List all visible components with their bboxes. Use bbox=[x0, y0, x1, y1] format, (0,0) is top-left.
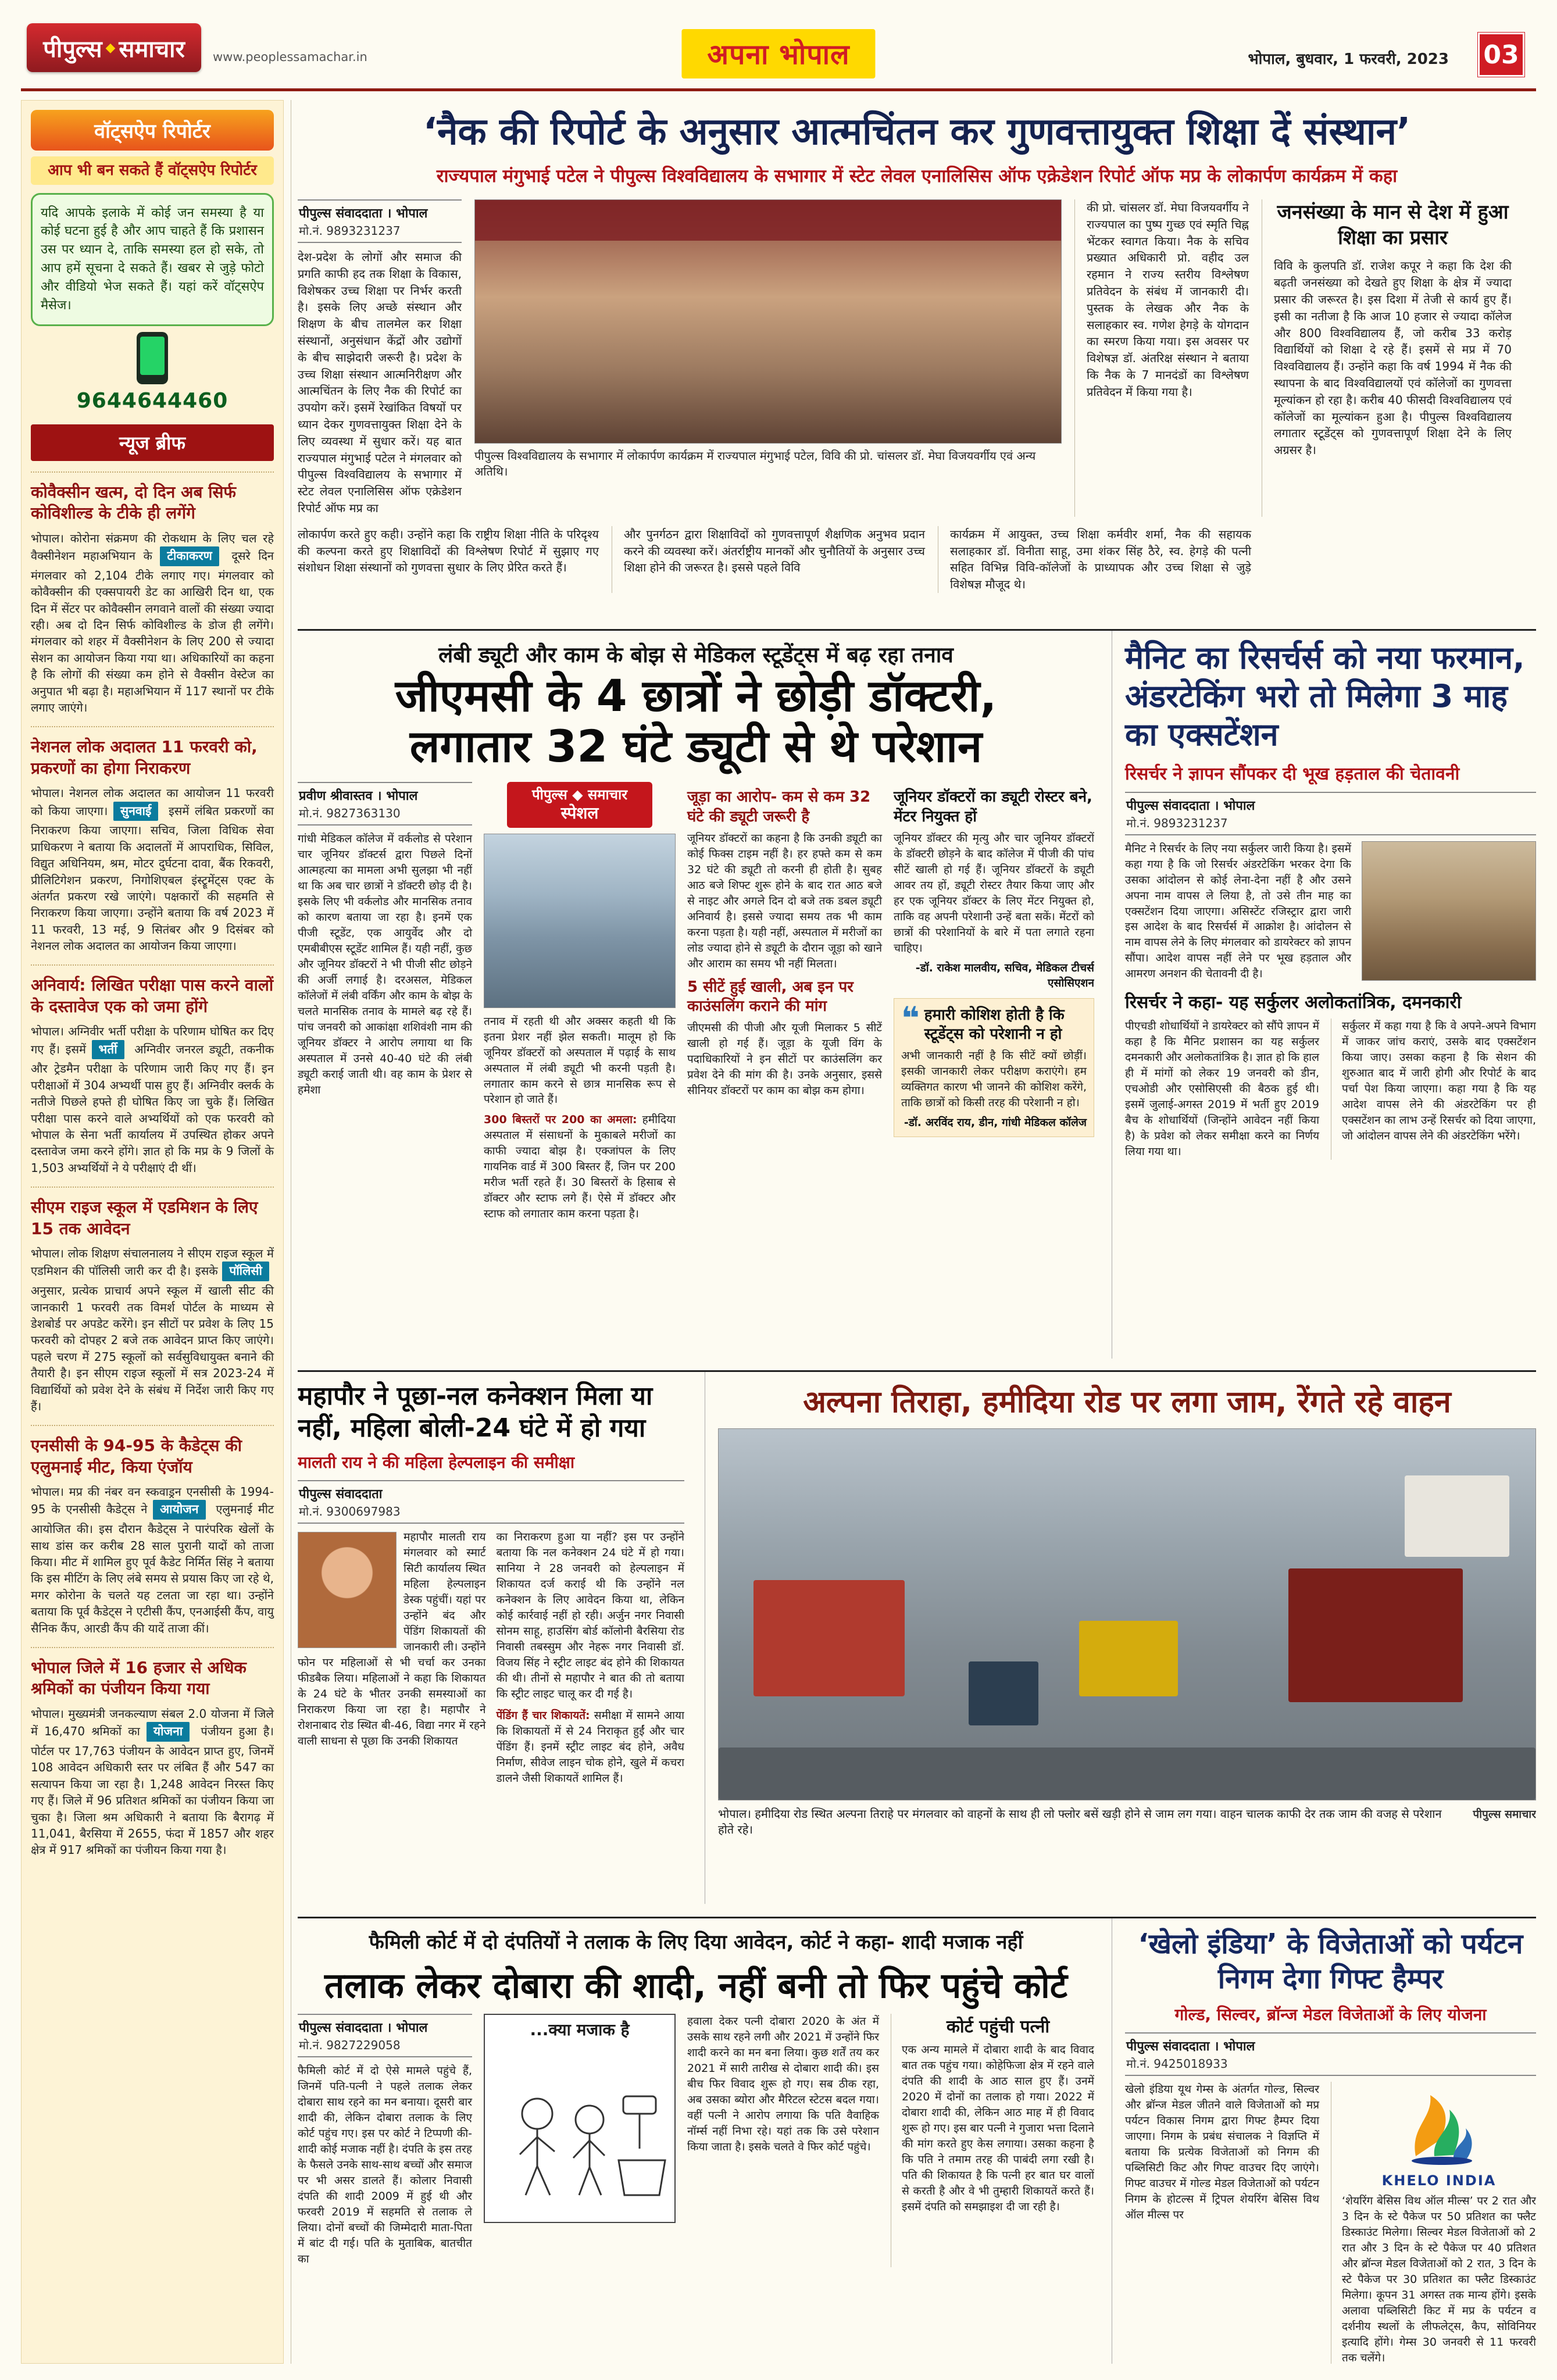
row-3 bbox=[298, 1370, 1536, 1904]
edition-badge: अपना भोपाल bbox=[681, 29, 875, 78]
mayor-body-2: का निराकरण हुआ या नहीं? इस पर उन्होंने बताया कि नल कनेक्शन 24 घंटे में हो गया। सानिया ने 28 जनवरी को हेल्पलाइन में शिकायत दर्ज कराई थी कि उन्होंने नल कनेक्शन के लिए आवेदन किया था, लेकिन कोई कार्रवाई नहीं हो रही। अर्जुन नगर निवासी सोनम साहू, हाउसिंग बोर्ड कॉलोनी बैरसिया रोड निवासी तबस्सुम और नेहरू नगर निवासी डॉ. विजय सिंह ने स्ट्रीट लाइट बंद होने की शिकायत की थी। तीनों से महापौर ने बात की तो बताया कि स्ट्रीट लाइट चालू कर दी गई है। bbox=[496, 1531, 684, 1700]
brief-lead: भोपाल। लोक शिक्षण संचालनालय ने सीएम राइज स्कूल में एडमिशन की पॉलिसी जारी कर दी है। इसके bbox=[31, 1246, 274, 1278]
brief-label: पॉलिसी bbox=[222, 1262, 269, 1281]
manit-story-section bbox=[1112, 631, 1536, 1359]
divorce-column-3 bbox=[687, 2014, 879, 2267]
byline-name: पीपुल्स संवाददाता । भोपाल bbox=[1126, 2039, 1255, 2054]
brief-lead: भोपाल। अग्निवीर भर्ती परीक्षा के परिणाम घोषित कर दिए गए हैं। इसमें bbox=[31, 1024, 274, 1056]
gmc-subhead-juda: जूड़ा का आरोप- कम से कम 32 घंटे की ड्यूटी जरूरी है bbox=[687, 788, 871, 826]
traffic-jam-photo bbox=[718, 1428, 1536, 1800]
divorce-column-1 bbox=[298, 2014, 472, 2267]
byline-name: पीपुल्स संवाददाता । भोपाल bbox=[299, 2021, 428, 2035]
special-badge-line2: स्पेशल bbox=[560, 803, 599, 823]
gmc-body-2: तनाव में रहती थी और अक्सर कहती थी कि इतना प्रेशर नहीं झेल सकती। मालूम हो कि जूनियर डॉक्टरों को अस्पताल में पढ़ाई के साथ अस्पताल में लंबी ड्यूटी भी करनी पड़ती है। लगातार काम करने से छात्र मानसिक रूप से परेशान हो जाते हैं। bbox=[484, 1014, 676, 1106]
divorce-cartoon-block bbox=[484, 2014, 676, 2267]
byline-name: पीपुल्स संवाददाता । भोपाल bbox=[299, 206, 428, 221]
photo-detail-road bbox=[719, 1748, 1535, 1800]
lead-deck: राज्यपाल मंगुभाई पटेल ने पीपुल्स विश्वविद्यालय के सभागार में स्टेट लेवल एनालिसिस ऑफ एक्रेडेशन रिपोर्ट ऑफ मप्र के लोकार्पण कार्यक्रम में कहा bbox=[436, 166, 1398, 187]
byline-phone: मो.नं. 9893231237 bbox=[1126, 816, 1228, 830]
brief-body bbox=[31, 1023, 274, 1176]
gmc-quote-body: अभी जानकारी नहीं है कि सीटें क्यों छोड़ीं। इसकी जानकारी लेकर परीक्षण कराएंगे। हम व्यक्तिगत कारण भी जानने की कोशिश करेंगे, ताकि छात्रों को किसी तरह की परेशानी न हो। bbox=[901, 1049, 1087, 1110]
byline bbox=[1125, 2032, 1536, 2076]
row-4 bbox=[298, 1917, 1536, 2364]
sidebar bbox=[21, 100, 284, 2364]
news-brief-item bbox=[31, 1647, 274, 1859]
brief-text: एलुमनाई मीट आयोजित की। इस दौरान कैडेट्स ने पारंपरिक खेलों के साथ डांस कर करीब 28 साल पुरानी यादों को ताजा किया। मीट में शामिल हुए पूर्व कैडेट निर्मित सिंह ने बताया कि इस मीटिंग के लिए लंबे समय से प्रयास किए जा रहे थे, मगर कोरोना के चलते यह टलता जा रहा था। उन्होंने बताया कि पूर्व कैडेट्स ने एटीसी कैंप, एनआईसी कैंप, वायु सैनिक कैंप, आरडी कैंप की यादें ताजा कीं। bbox=[31, 1502, 274, 1635]
manit-headline: मैनिट का रिसर्चर्स को नया फरमान, अंडरटेकिंग भरो तो मिलेगा 3 माह का एक्सटेंशन bbox=[1125, 639, 1525, 753]
gmc-columns bbox=[298, 782, 1094, 1222]
lead-column-1 bbox=[298, 199, 462, 517]
brief-text: अग्निवीर जनरल ड्यूटी, तकनीक और ट्रेडमैन परीक्षा के परिणाम जारी किए गए हैं। इन परीक्षाओं में 304 अभ्यर्थी पास हुए हैं। अग्निवीर क्लर्क के नतीजे पिछले हफ्ते ही घोषित किए जा चुके हैं। लिखित परीक्षा पास करने वाले अभ्यर्थियों को एक फरवरी को भोपाल के सेना भर्ती कार्यालय में उपस्थित होकर अपने दस्तावेज जमा करने होंगे। ज्ञात हो कि मप्र के 9 जिलों के 1,503 अभ्यर्थियों ने ये परीक्षाएं दी थीं। bbox=[31, 1042, 274, 1175]
gmc-body-2b-text: हमीदिया अस्पताल में संसाधनों के मुकाबले मरीजों का काफी ज्यादा बोझ है। एक्जांपल के लिए गायनिक वार्ड में 300 बिस्तर हैं, जिन पर 200 मरीज भर्ती रहते हैं। 30 बिस्तरों के हिसाब से डॉक्टर और स्टाफ लगे हैं। ऐसे में डॉक्टर और स्टाफ को लगातार काम करना पड़ता है। bbox=[484, 1113, 676, 1221]
substory-body: विवि के कुलपति डॉ. राजेश कपूर ने कहा कि देश की बढ़ती जनसंख्या को देखते हुए शिक्षा के क्षेत्र में ज्यादा प्रसार की जरूरत है। इस दिशा में तेजी से कार्य हुए हैं। इसी का नतीजा है कि आज 10 हजार से ज्यादा कॉलेज और 800 विश्वविद्यालय हैं, जो करीब 33 करोड़ विद्यार्थियों को शिक्षा दे रहे हैं। इसमें से मप्र में 70 विश्वविद्यालय हैं। उन्होंने कहा कि वर्ष 1994 में नैक की स्थापना के बाद विश्वविद्यालयों एवं कॉलेजों का गुणवत्ता मूल्यांकन हो रहा है। करीब 40 फीसदी विश्वविद्यालय एवं कॉलेजों का मूल्यांकन हुआ है। पीपुल्स विश्वविद्यालय लगातार स्टूडेंट्स को गुणवत्तापूर्ण शिक्षा देने के लिए अग्रसर है। bbox=[1274, 259, 1512, 458]
logo-text-2: समाचार bbox=[119, 35, 185, 63]
byline-phone: मो.नं. 9827363130 bbox=[299, 806, 401, 821]
divorce-story-section bbox=[298, 1918, 1094, 2364]
photo-credit: पीपुल्स समाचार bbox=[1473, 1808, 1536, 1821]
manit-body-row bbox=[1125, 841, 1536, 982]
brief-lead: भोपाल। मुख्यमंत्री जनकल्याण संबल 2.0 योजना में जिले में 16,470 श्रमिकों का bbox=[31, 1706, 274, 1739]
byline-phone: मो.नं. 9300697983 bbox=[299, 1505, 401, 1518]
masthead bbox=[21, 15, 1536, 85]
lead-columns bbox=[298, 199, 1536, 517]
manit-body-2b: सर्कुलर में कहा गया है कि वे अपने-अपने विभाग में जाकर जांच कराएं, उसके बाद एक्सटेंशन किया जाए। उसका कहना है कि सेशन की शुरुआत बाद में जारी होगी और रिपोर्ट के बाद पर्चा पेश किया जाएगा। कहा गया है कि यह आदेश वापस लेने की अंडरटेकिंग पर ही एक्सटेंशन का लाभ उन्हें रिसर्चर को दिया जाएगा, जो आंदोलन वापस लेने की अंडरटेकिंग भरेंगे। bbox=[1342, 1020, 1536, 1143]
traffic-story-section bbox=[705, 1372, 1536, 1904]
byline-name: प्रवीण श्रीवास्तव । भोपाल bbox=[299, 789, 418, 804]
brief-body bbox=[31, 1484, 274, 1636]
mayor-bullet-body: समीक्षा में सामने आया कि शिकायतों में से 24 निराकृत हुईं और चार पेंडिंग हैं। इनमें स्ट्रीट लाइट बंद होने, अवैध निर्माण, सीवेज लाइन चोक होने, खुले में कचरा डालने जैसी शिकायतें शामिल हैं। bbox=[496, 1709, 684, 1785]
brief-text: दूसरे दिन मंगलवार को 2,104 टीके लगाए गए। मंगलवार को कोवैक्सीन की एक्सपायरी डेट का आखिरी दिन था, एक दिन में सेंटर पर कोवैक्सीन लगवाने वालों की संख्या ज्यादा रही। अब दो दिन सिर्फ कोविशील्ड के डोज ही लगेंगे। मंगलवार को शहर में वैक्सीनेशन के लिए 200 से ज्यादा सेशन का आयोजन किया गया था। अधिकारियों का कहना है कि लोगों की संख्या कम होने से वैक्सीन वेस्टेज का अनुपात भी बढ़ा है। महाअभियान में 117 स्थानों पर टीके लगाए जाएंगे। bbox=[31, 549, 274, 714]
manit-body-2a: पीएचडी शोधार्थियों ने डायरेक्टर को सौंपे ज्ञापन में कहा है कि मैनिट प्रशासन का यह सर्कुलर दमनकारी और अलोकतांत्रिक है। ज्ञात हो कि हाल ही में मांगों को लेकर 19 जनवरी को डीन, एचओडी और एसोसिएसी की बैठक हुई थी। इसमें जुलाई-अगस्त 2019 में भर्ती हुए 2019 बैच के शोधार्थियों (जिन्होंने आवेदन नहीं किया है) के प्रवेश को लेकर समीक्षा करने का निर्णय लिया गया था। bbox=[1125, 1020, 1319, 1159]
gmc-kicker: लंबी ड्यूटी और काम के बोझ से मेडिकल स्टूडेंट्स में बढ़ रहा तनाव bbox=[438, 642, 954, 667]
paper-logo bbox=[27, 23, 201, 72]
byline bbox=[298, 2014, 472, 2057]
news-brief-item bbox=[31, 1425, 274, 1636]
mayor-column-2 bbox=[497, 1530, 685, 1786]
lead-body-3: की प्रो. चांसलर डॉ. मेघा विजयवर्गीय ने राज्यपाल का पुष्प गुच्छ एवं स्मृति चिह्न भेंटकर स्वागत किया। नैक के सचिव प्रख्यात अधिकारी प्रो. वहीद उल रहमान ने राज्य स्तरीय विश्लेषण प्रतिवेदन के संबंध में जानकारी दी। पुस्तक के लेखक और नैक के सलाहकार स्व. गणेश हेगड़े के योगदान का स्मरण किया गया। इस अवसर पर विशेषज्ञ डॉ. अंतरिक्ष संस्थान ने बताया कि नैक के 7 मानदंडों का विश्लेषण प्रतिवेदन में किया गया है। bbox=[1087, 201, 1249, 399]
brief-headline: एनसीसी के 94-95 के कैडेट्स की एलुमनाई मीट, किया एंजॉय bbox=[31, 1436, 242, 1477]
gmc-body-3b: जीएमसी की पीजी और यूजी मिलाकर 5 सीटें खाली हो गई हैं। जूड़ा के यूजी विंग के पदाधिकारियों ने इन सीटों पर काउंसलिंग कर प्रवेश देने की मांग की है। उनके अनुसार, इससे सीनियर डॉक्टरों पर काम का बोझ कम होगा। bbox=[687, 1021, 882, 1098]
divorce-body-3: हवाला देकर पत्नी दोबारा 2020 के अंत में उसके साथ रहने लगी और 2021 में उन्होंने फिर शादी करने का मन बना लिया। कुछ शर्तें तय कर 2021 में सारी तारीख से दोबारा शादी की। इस बीच फिर विवाद शुरू हो गए। सब ठीक रहा, अब उसका ब्योरा और मैरिटल स्टेटस बदल गया। वहीं पत्नी ने आरोप लगाया कि पति वैवाहिक नॉर्म्स नहीं निभा रहे। यहां तक कि उसे परेशान किया जाता है। इसके चलते वे फिर कोर्ट पहुंचे। bbox=[687, 2015, 879, 2153]
brief-label: आयोजन bbox=[153, 1500, 205, 1520]
byline-name: पीपुल्स संवाददाता । भोपाल bbox=[1126, 798, 1255, 813]
brief-body bbox=[31, 530, 274, 716]
mayor-portrait-photo bbox=[298, 1532, 397, 1648]
khelo-column-1 bbox=[1125, 2082, 1319, 2364]
lead-bottom-2: और पुनर्गठन द्वारा शिक्षाविदों को गुणवत्तापूर्ण शैक्षणिक अनुभव प्रदान करने की व्यवस्था करें। अंतर्राष्ट्रीय मानकों और चुनौतियों के अनुसार उच्च शिक्षा होने की जरूरत है। इससे पहले विवि bbox=[624, 527, 925, 575]
lead-photo-caption: पीपुल्स विश्वविद्यालय के सभागार में लोकार्पण कार्यक्रम में राज्यपाल मंगुभाई पटेल, विवि की प्रो. चांसलर डॉ. मेघा विजयवर्गीय एवं अन्य अतिथि। bbox=[474, 449, 1036, 478]
website-url: www.peoplessamachar.in bbox=[213, 50, 367, 64]
gmc-story-section bbox=[298, 631, 1094, 1359]
khelo-flame-icon bbox=[1398, 2086, 1480, 2168]
gmc-body-4: जूनियर डॉक्टर की मृत्यु और चार जूनियर डॉक्टरों के डॉक्टरी छोड़ने के बाद कॉलेज में पीजी की पांच सीटें खाली हो गई हैं। जूनियर डॉक्टरों के ड्यूटी आवर तय हों, ड्यूटी रोस्टर तैयार किया जाए और हर एक जूनियर डॉक्टर के लिए मेंटर नियुक्त हो, ताकि वह अपनी परेशानी उन्हें बता सकें। मेंटरों को छात्रों की परेशानियों के बारे में पता लगाते रहना चाहिए। bbox=[894, 831, 1094, 955]
byline bbox=[298, 782, 472, 826]
brief-text: अनुसार, प्रत्येक प्राचार्य अपने स्कूल में खाली सीट की जानकारी 1 फरवरी तक विमर्श पोर्टल के माध्यम से डेशबोर्ड पर अपडेट करेंगे। इन सीटों पर प्रवेश के लिए 15 फरवरी को दोपहर 2 बजे तक आवेदन प्राप्त किए जाएंगे। पहले चरण में 275 स्कूलों को सर्वसुविधायुक्त बनाने की तैयारी है। इन सीएम राइज स्कूलों में सत्र 2023-24 में विद्यार्थियों को प्रवेश देने के संबंध में निर्देश जारी किए गए हैं। bbox=[31, 1284, 274, 1413]
special-badge bbox=[507, 782, 652, 827]
traffic-caption: भोपाल। हमीदिया रोड स्थित अल्पना तिराहे पर मंगलवार को वाहनों के साथ ही लो फ्लोर बसें खड़ी होने से जाम लग गया। वाहन चालक काफी देर तक जाम की वजह से परेशान होते रहे। bbox=[718, 1807, 1442, 1836]
gmc-signature-2: -डॉ. अरविंद राय, डीन, गांधी मेडिकल कॉलेज bbox=[904, 1116, 1087, 1130]
whatsapp-reporter-title: वॉट्सऐप रिपोर्टर bbox=[31, 110, 274, 151]
byline-phone: मो.नं. 9893231237 bbox=[299, 224, 401, 238]
khelo-body-1: खेलो इंडिया यूथ गेम्स के अंतर्गत गोल्ड, सिल्वर और ब्रॉन्ज मेडल जीतने वाले विजेताओं को मप्र पर्यटन विकास निगम द्वारा गिफ्ट हैम्पर दिया जाएगा। निगम के प्रबंध संचालक ने विज्ञप्ति में बताया कि प्रत्येक विजेताओं को निगम की पब्लिसिटी किट और गिफ्ट वाउचर दिए जाएंगे। गिफ्ट वाउचर में गोल्ड मेडल विजेताओं को पर्यटन निगम के होटल्स में ट्रिपल शेयरिंग बेसिस विथ ऑल मील्स पर bbox=[1125, 2083, 1319, 2221]
substory-headline: जनसंख्या के मान से देश में हुआ शिक्षा का प्रसार bbox=[1277, 201, 1509, 250]
khelo-deck: गोल्ड, सिल्वर, ब्रॉन्ज मेडल विजेताओं के लिए योजना bbox=[1174, 2005, 1487, 2024]
khelo-column-2 bbox=[1331, 2082, 1536, 2364]
khelo-columns bbox=[1125, 2082, 1536, 2364]
brief-lead: भोपाल। नेशनल लोक अदालत का आयोजन 11 फरवरी को किया जाएगा। bbox=[31, 786, 274, 818]
manit-body-1: मैनिट ने रिसर्चर के लिए नया सर्कुलर जारी किया है। इसमें कहा गया है कि जो रिसर्चर अंडरटेकिंग भरकर देगा कि उसका आंदोलन से कोई लेना-देना नहीं है और उसने अपना नाम वापस ले लिया है, तो उसे तीन माह का एक्सटेंशन दिया जाएगा। असिस्टेंट रजिस्ट्रार द्वारा जारी इस आदेश के बाद रिसर्चर्स में आक्रोश है। आंदोलन से नाम वापस लेने के लिए मंगलवार को डायरेक्टर को ज्ञापन सौंपा। आदेश वापस नहीं लेने पर भूख हड़ताल और आमरण अनशन की चेतावनी दी है। bbox=[1125, 842, 1351, 981]
divorce-column-4 bbox=[891, 2014, 1094, 2267]
gmc-signature-1: -डॉ. राकेश मालवीय, सचिव, मेडिकल टीचर्स एसोसिएशन bbox=[915, 961, 1094, 989]
gmc-column-3 bbox=[687, 782, 882, 1222]
brief-headline: नेशनल लोक अदालत 11 फरवरी को, प्रकरणों का होगा निराकरण bbox=[31, 737, 258, 778]
photo-detail-auto bbox=[969, 1661, 1038, 1725]
traffic-headline: अल्पना तिराहा, हमीदिया रोड पर लगा जाम, रेंगते रहे वाहन bbox=[803, 1385, 1451, 1420]
byline bbox=[1125, 792, 1536, 835]
brief-lead: भोपाल। कोरोना संक्रमण की रोकथाम के लिए चल रहे वैक्सीनेशन महाअभियान के bbox=[31, 531, 274, 563]
manit-body-column bbox=[1125, 841, 1351, 982]
divorce-kicker: फैमिली कोर्ट में दो दंपतियों ने तलाक के लिए दिया आवेदन, कोर्ट ने कहा- शादी मजाक नहीं bbox=[369, 1931, 1023, 1954]
logo-diamond-icon: ◆ bbox=[105, 40, 116, 55]
divorce-headline: तलाक लेकर दोबारा की शादी, नहीं बनी तो फिर पहुंचे कोर्ट bbox=[324, 1966, 1067, 2006]
cartoon-illustration bbox=[484, 2014, 676, 2223]
cartoon-drawing bbox=[485, 2044, 674, 2218]
row-2 bbox=[298, 629, 1536, 1359]
manit-building-photo bbox=[1362, 841, 1536, 981]
gmc-headline-line1: जीएमसी के 4 छात्रों ने छोड़ी डॉक्टरी, bbox=[395, 670, 997, 721]
brief-label: योजना bbox=[147, 1722, 190, 1742]
lead-photo bbox=[474, 199, 1062, 444]
khelo-story-section bbox=[1112, 1918, 1536, 2364]
brief-body bbox=[31, 785, 274, 954]
main-content bbox=[298, 100, 1536, 2364]
special-badge-line1: पीपुल्स ◆ समाचार bbox=[531, 787, 628, 803]
gmc-body-3a: जूनियर डॉक्टरों का कहना है कि उनकी ड्यूटी का कोई फिक्स टाइम नहीं है। हर हफ्ते कम से कम 32 घंटे की ड्यूटी तो करनी ही होती है। सुबह आठ बजे शिफ्ट शुरू होने के बाद रात आठ बजे से नाइट और अगले दिन दो बजे तक डबल ड्यूटी अनिवार्य है। इससे ज्यादा समय तक भी काम करना पड़ता है। यही नहीं, अस्पताल में मरीजों का लोड ज्यादा होने से ड्यूटी के दौरान जूड़ा को खाने और आराम का समय भी नहीं मिलता। bbox=[687, 831, 882, 970]
news-brief-ribbon: न्यूज ब्रीफ bbox=[31, 424, 274, 461]
news-brief-item bbox=[31, 964, 274, 1176]
brief-body bbox=[31, 1245, 274, 1414]
byline bbox=[298, 1480, 684, 1524]
byline-name: पीपुल्स संवाददाता bbox=[299, 1487, 383, 1502]
mayor-column-1 bbox=[298, 1530, 486, 1786]
byline bbox=[298, 199, 462, 243]
lead-bottom-columns bbox=[298, 526, 1251, 593]
lead-bottom-3: कार्यक्रम में आयुक्त, उच्च शिक्षा कर्मवीर शर्मा, नैक की सहायक सलाहकार डॉ. विनीता साहू, उमा शंकर सिंह ठैरे, स्व. हेगड़े की पत्नी सहित विभिन्न विवि-कॉलेजों के प्राध्यापक और उच्च शिक्षा से जुड़े विशेषज्ञ मौजूद थे। bbox=[950, 527, 1251, 592]
byline-phone: मो.नं. 9827229058 bbox=[299, 2038, 401, 2052]
gmc-quote-subhead: हमारी कोशिश होती है कि स्टूडेंट्स को परेशानी न हो bbox=[924, 1006, 1065, 1044]
quote-icon: ❝ bbox=[901, 999, 920, 1037]
dateline: भोपाल, बुधवार, 1 फरवरी, 2023 bbox=[1248, 51, 1449, 68]
brief-text: पंजीयन हुआ है। पोर्टल पर 17,763 पंजीयन के आवेदन प्राप्त हुए, जिनमें 108 आवेदन अधिकारी स्तर पर लंबित हैं और 547 का सत्यापन किया जा रहा है। 1,248 आवेदन निरस्त किए गए हैं। जिले में 96 प्रतिशत श्रमिकों का पंजीयन किया जा चुका है। जिला श्रम अधिकारी ने बताया कि बैरागढ़ में 11,041, बैरसिया में 2655, फंदा में 1857 और शहर क्षेत्र में 917 श्रमिकों का पंजीयन किया गया है। bbox=[31, 1724, 274, 1857]
traffic-caption-row bbox=[718, 1806, 1536, 1838]
brief-headline: सीएम राइज स्कूल में एडमिशन के लिए 15 तक आवेदन bbox=[31, 1198, 258, 1238]
khelo-logo-text: KHELO INDIA bbox=[1381, 2172, 1497, 2189]
mayor-deck: मालती राय ने की महिला हेल्पलाइन की समीक्षा bbox=[298, 1453, 575, 1472]
lead-photo-block bbox=[474, 199, 1062, 517]
lead-column-3 bbox=[1074, 199, 1249, 517]
news-brief-item bbox=[31, 1187, 274, 1414]
mayor-columns bbox=[298, 1530, 684, 1786]
divorce-body-1: फैमिली कोर्ट में दो ऐसे मामले पहुंचे हैं, जिनमें पति-पत्नी ने पहले तलाक लेकर दोबारा साथ रहने का मन बनाया। दूसरी बार शादी की, लेकिन दोबारा तलाक के लिए कोर्ट पहुंच गए। इस पर कोर्ट ने टिप्पणी की- शादी कोई मजाक नहीं है। दंपति के इस तरह के फैसले उनके साथ-साथ बच्चों और समाज पर भी असर डालते हैं। कोलार निवासी दंपति की शादी 2009 में हुई थी और फरवरी 2019 में सहमति से तलाक ले लिया। दोनों बच्चों की जिम्मेदारी माता-पिता में बांट दी गई। पति के मुताबिक, बातचीत का bbox=[298, 2064, 472, 2265]
brief-headline: भोपाल जिले में 16 हजार से अधिक श्रमिकों का पंजीयन किया गया bbox=[31, 1658, 247, 1699]
brief-label: सुनवाई bbox=[113, 802, 158, 821]
gmc-subhead-seats: 5 सीटें हुई खाली, अब इन पर काउंसलिंग कराने की मांग bbox=[687, 978, 854, 1016]
khelo-headline: ‘खेलो इंडिया’ के विजेताओं को पर्यटन निगम देगा गिफ्ट हैम्पर bbox=[1138, 1928, 1523, 1995]
photo-detail-bus-red bbox=[753, 1580, 905, 1696]
gmc-column-1 bbox=[298, 782, 472, 1222]
divorce-columns bbox=[298, 2014, 1094, 2267]
brief-headline: कोवैक्सीन खत्म, दो दिन अब सिर्फ कोविशील्ड के टीके ही लगेंगे bbox=[31, 482, 236, 523]
gmc-column-2 bbox=[484, 782, 676, 1222]
gmc-building-photo bbox=[484, 834, 676, 1008]
gmc-body-2b bbox=[484, 1112, 676, 1222]
byline-phone: मो.नं. 9425018933 bbox=[1126, 2057, 1228, 2071]
manit-sub-columns bbox=[1125, 1019, 1536, 1160]
photo-detail-van-yellow bbox=[1079, 1621, 1178, 1696]
photo-detail-bus-blue bbox=[1288, 1568, 1463, 1702]
brief-headline: अनिवार्य: लिखित परीक्षा पास करने वालों के दस्तावेज एक को जमा होंगे bbox=[31, 975, 274, 1016]
manit-deck: रिसर्चर ने ज्ञापन सौंपकर दी भूख हड़ताल की चेतावनी bbox=[1125, 763, 1460, 784]
mayor-headline: महापौर ने पूछा-नल कनेक्शन मिला या नहीं, महिला बोली-24 घंटे में हो गया bbox=[298, 1381, 653, 1443]
lead-headline: ‘नैक की रिपोर्ट के अनुसार आत्मचिंतन कर गुणवत्तायुक्त शिक्षा दें संस्थान’ bbox=[423, 110, 1411, 153]
lead-substory bbox=[1262, 199, 1512, 517]
whatsapp-bubble-text: यदि आपके इलाके में कोई जन समस्या है या कोई घटना हुई है और आप चाहते हैं कि प्रशासन उस पर ध्यान दे, ताकि समस्या हल हो सके, तो आप हमें सूचना दे सकते हैं। खबर से जुड़े फोटो और वीडियो भेज सकते हैं। यहां करें वॉट्सऐप मैसेज। bbox=[31, 193, 274, 326]
logo-text-1: पीपुल्स bbox=[43, 35, 102, 63]
brief-label: भर्ती bbox=[92, 1040, 124, 1060]
mayor-story-section bbox=[298, 1372, 684, 1904]
brief-text: इसमें लंबित प्रकरणों का निराकरण किया जाएगा। सचिव, जिला विधिक सेवा प्राधिकरण ने बताया कि अदालतों में आपराधिक, सिविल, विद्युत अधिनियम, श्रम, मोटर दुर्घटना दावा, बैंक रिकवरी, प्रीलिटिगेशन प्रकरण, निगोशिएबल इंस्ट्रूमेंट्स एक्ट के अंतर्गत प्रकरण रखे जाएंगे। पक्षकारों की सहमति से निराकरण किया जाएगा। उन्होंने बताया कि वर्ष 2023 में 11 फरवरी, 13 मई, 9 सितंबर और 9 दिसंबर को नेशनल लोक अदालत का आयोजन किया जाएगा। bbox=[31, 803, 274, 953]
brief-body bbox=[31, 1706, 274, 1859]
photo-detail-bus-white bbox=[1405, 1475, 1509, 1557]
gmc-quote-box bbox=[894, 998, 1094, 1137]
lead-story-section bbox=[298, 100, 1536, 623]
news-brief-item bbox=[31, 471, 274, 716]
lead-body-1: देश-प्रदेश के लोगों और समाज की प्रगति काफी हद तक शिक्षा के विकास, विशेषकर उच्च शिक्षा पर निर्भर करती है। इसके लिए अच्छे संस्थान और शिक्षण के बीच तालमेल कर शिक्षा संस्थानों, अनुसंधान केंद्रों और उद्योगों के बीच साझेदारी जरूरी है। प्रदेश के उच्च शिक्षा संस्थान आत्मनिरीक्षण और आत्मचिंतन के लिए नैक की रिपोर्ट का उपयोग करें। इसमें रेखांकित विषयों पर ध्यान देकर गुणवत्तायुक्त शिक्षा देने के लिए व्यवस्था में सुधार करें। यह बात राज्यपाल मंगुभाई पटेल ने मंगलवार को पीपुल्स विश्वविद्यालय के सभागार में स्टेट लेवल एनालिसिस ऑफ एक्रेडेशन रिपोर्ट ऑफ मप्र का bbox=[298, 250, 462, 515]
whatsapp-reporter-subtitle: आप भी बन सकते हैं वॉट्सऐप रिपोर्टर bbox=[31, 156, 274, 185]
khelo-india-logo bbox=[1378, 2086, 1500, 2189]
cartoon-caption: ...क्या मजाक है bbox=[530, 2020, 630, 2039]
whatsapp-number: 9644644460 bbox=[76, 388, 228, 413]
whatsapp-phone-icon bbox=[137, 332, 168, 384]
page-number: 03 bbox=[1478, 33, 1524, 77]
mayor-bullet-head: पेंडिंग हैं चार शिकायतें: bbox=[496, 1709, 590, 1722]
divorce-body-4: एक अन्य मामले में दोबारा शादी के बाद विवाद बात तक पहुंच गया। कोहेफिजा क्षेत्र में रहने वाले दंपति की शादी के आठ साल हुए हैं। उनमें 2020 में दोनों का तलाक हो गया। 2022 में दोबारा शादी की, लेकिन आठ माह में ही विवाद शुरू हो गए। इस बार पत्नी ने गुजारा भत्ता दिलाने की मांग करते हुए केस लगाया। उसका कहना है कि पति ने तमाम तरह की पाबंदी लगा रखी है। पति की शिकायत है कि पत्नी हर बात घर वालों से करती है और वे भी तुम्हारी शिकायतें करते हैं। इसमें दंपति को समझाइश दी जा रही है। bbox=[902, 2043, 1094, 2213]
gmc-column-4 bbox=[894, 782, 1094, 1222]
mayor-pending-note bbox=[497, 1708, 685, 1786]
lead-bottom-1: लोकार्पण करते हुए कही। उन्होंने कहा कि राष्ट्रीय शिक्षा नीति के परिदृश्य की कल्पना करते हुए शिक्षाविदों की विश्लेषण रिपोर्ट में सुझाए गए संशोधन शिक्षा संस्थानों को गुणवत्ता सुधार के लिए प्रेरित करते हैं। bbox=[298, 527, 599, 575]
masthead-rule bbox=[21, 88, 1536, 91]
gmc-subhead-roster: जूनियर डॉक्टरों का ड्यूटी रोस्टर बने, मेंटर नियुक्त हों bbox=[894, 788, 1092, 826]
gmc-headline-line2: लगातार 32 घंटे ड्यूटी से थे परेशान bbox=[409, 720, 983, 772]
court-subhead: कोर्ट पहुंची पत्नी bbox=[946, 2017, 1050, 2037]
gmc-body-1: गांधी मेडिकल कॉलेज में वर्कलोड से परेशान चार जूनियर डॉक्टर्स द्वारा पिछले दिनों आत्महत्या का मामला अभी सुलझा भी नहीं था कि अब चार छात्रों ने डॉक्टरी छोड़ दी है। इसके लिए भी वर्कलोड और मानसिक तनाव को कारण बताया जा रहा है। इनमें एक पीजी स्टूडेंट, एक आयुर्वेद और दो एमबीबीएस स्टूडेंट शामिल हैं। यही नहीं, कुछ और जूनियर डॉक्टरों ने भी पीजी सीट छोड़ने की अर्जी लगाई है। दरअसल, मेडिकल कॉलेजों में लंबी वर्किंग और काम के बोझ के चलते मानसिक तनाव के मामले बढ़ रहे हैं। पांच जनवरी को आकांक्षा शशिवंशी नाम की जूनियर डॉक्टर ने आरोप लगाया था कि अस्पताल में उनसे 40-40 घंटे की लंबी ड्यूटी कराई जाती थी। वह काम के प्रेशर से हमेशा bbox=[298, 832, 472, 1096]
khelo-body-2: ‘शेयरिंग बेसिस विथ ऑल मील्स’ पर 2 रात और 3 दिन के स्टे पैकेज पर 50 प्रतिशत का फ्लैट डिस्काउंट मिलेगा। सिल्वर मेडल विजेताओं को 2 रात और 3 दिन के स्टे पैकेज पर 40 प्रतिशत और ब्रॉन्ज मेडल विजेताओं को 2 रात, 3 दिन के स्टे पैकेज पर 30 प्रतिशत का फ्लैट डिस्काउंट मिलेगा। कूपन 31 अगस्त तक मान्य होंगे। इसके अलावा पब्लिसिटी किट में मप्र के पर्यटन व दर्शनीय स्थलों के लीफलेट्स, कैप, सोविनियर इत्यादि होंगे। गेम्स 30 जनवरी से 11 फरवरी तक चलेंगे। bbox=[1342, 2195, 1536, 2364]
gmc-headline bbox=[298, 671, 1094, 771]
mayor-body-1: महापौर मालती राय मंगलवार को स्मार्ट सिटी कार्यालय स्थित महिला हेल्पलाइन डेस्क पहुंचीं। यहां पर उन्होंने बंद और पेंडिंग शिकायतों की जानकारी ली। उन्होंने फोन पर महिलाओं से भी चर्चा कर उनका फीडबैक लिया। महिलाओं ने कहा कि शिकायत के 24 घंटे के भीतर उनकी समस्याओं का निराकरण किया जा रहा है। महापौर ने रोशनाबाद रोड स्थित बी-46, विद्या नगर में रहने वाली साधना से पूछा कि उनकी शिकायत bbox=[298, 1531, 486, 1748]
brief-label: टीकाकरण bbox=[160, 546, 219, 566]
gmc-inline-subhead: 300 बिस्तरों पर 200 का अमला: bbox=[484, 1113, 637, 1127]
manit-subhead: रिसर्चर ने कहा- यह सर्कुलर अलोकतांत्रिक, दमनकारी bbox=[1125, 992, 1462, 1013]
brief-lead: भोपाल। मप्र की नंबर वन स्कवाड्रन एनसीसी के 1994-95 के एनसीसी कैडेट्स ने bbox=[31, 1485, 274, 1517]
news-brief-item bbox=[31, 726, 274, 954]
